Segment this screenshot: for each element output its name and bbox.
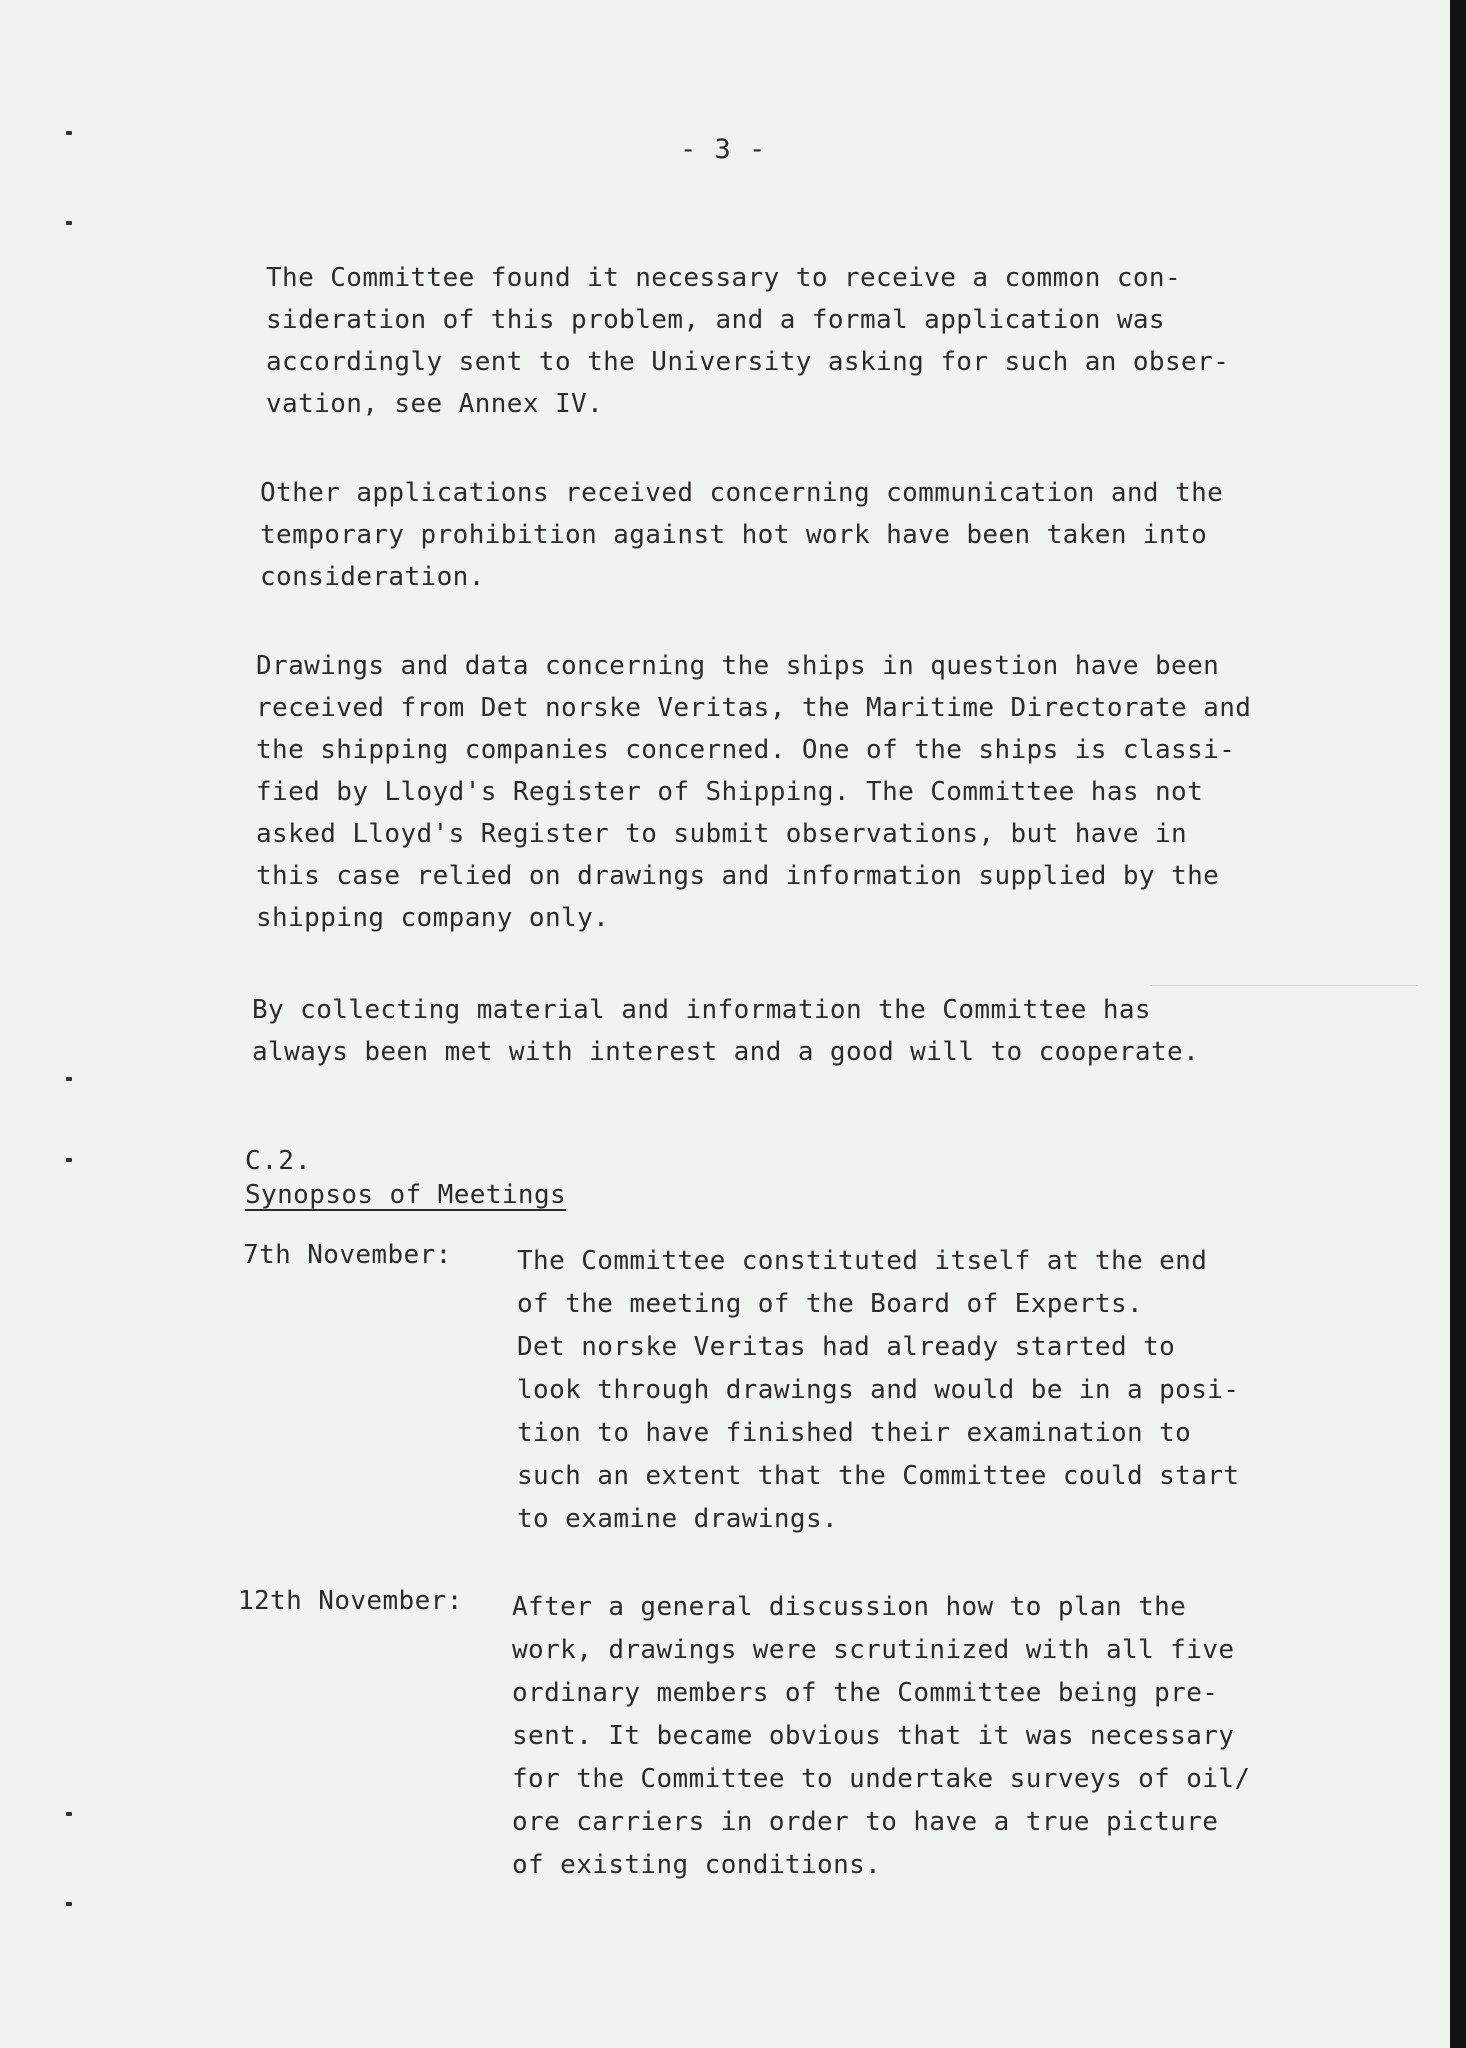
paragraph-university-application: [266, 257, 1229, 425]
meeting-line: After a general discussion how to plan the: [512, 1592, 1187, 1622]
meeting-entry-text: [512, 1586, 1250, 1887]
binding-mark: [66, 221, 72, 225]
paragraph-line: shipping company only.: [256, 903, 610, 933]
paragraph-line: the shipping companies concerned. One of the ships is classi-: [256, 735, 1236, 765]
paragraph-line: accordingly sent to the University asking for such an obser-: [266, 347, 1230, 377]
binding-mark: [66, 1812, 72, 1816]
paragraph-line: sideration of this problem, and a formal application was: [266, 305, 1165, 335]
meeting-date: 7th November:: [243, 1240, 452, 1270]
meeting-line: ordinary members of the Committee being pre-: [512, 1678, 1219, 1708]
meeting-line: tion to have finished their examination to: [517, 1418, 1192, 1448]
paragraph-drawings-and-data: [256, 645, 1251, 939]
meeting-line: sent. It became obvious that it was necessary: [512, 1721, 1235, 1751]
meeting-line: for the Committee to undertake surveys of oil/: [512, 1764, 1251, 1794]
faint-scan-line: [1150, 985, 1418, 986]
paragraph-line: this case relied on drawings and information supplied by the: [256, 861, 1220, 891]
section-title: Synopsos of Meetings: [245, 1180, 567, 1210]
page-number: - 3 -: [680, 134, 767, 165]
meeting-line: such an extent that the Committee could start: [517, 1461, 1240, 1491]
paragraph-line: received from Det norske Veritas, the Maritime Directorate and: [256, 693, 1252, 723]
meeting-line: look through drawings and would be in a posi-: [517, 1375, 1240, 1405]
paragraph-cooperation: [252, 989, 1199, 1073]
paragraph-line: Other applications received concerning communication and the: [260, 478, 1224, 508]
paragraph-line: Drawings and data concerning the ships in question have been: [256, 651, 1220, 681]
paragraph-line: consideration.: [260, 562, 485, 592]
meeting-line: of existing conditions.: [512, 1850, 882, 1880]
paragraph-line: always been met with interest and a good will to cooperate.: [252, 1037, 1200, 1067]
meeting-line: Det norske Veritas had already started to: [517, 1332, 1176, 1362]
binding-mark: [66, 1902, 72, 1906]
paragraph-line: asked Lloyd's Register to submit observations, but have in: [256, 819, 1188, 849]
binding-mark: [66, 131, 72, 135]
paragraph-line: The Committee found it necessary to receive a common con-: [266, 263, 1182, 293]
paragraph-line: fied by Lloyd's Register of Shipping. The Committee has not: [256, 777, 1204, 807]
paragraph-other-applications: [260, 472, 1223, 598]
binding-mark: [66, 1158, 72, 1162]
section-number: C.2.: [245, 1146, 312, 1176]
meeting-line: of the meeting of the Board of Experts.: [517, 1289, 1144, 1319]
meeting-line: to examine drawings.: [517, 1504, 839, 1534]
binding-mark: [66, 1077, 72, 1081]
meeting-line: The Committee constituted itself at the end: [517, 1246, 1208, 1276]
paragraph-line: By collecting material and information the Committee has: [252, 995, 1151, 1025]
meeting-entry-text: [517, 1240, 1239, 1541]
paragraph-line: temporary prohibition against hot work have been taken into: [260, 520, 1208, 550]
paragraph-line: vation, see Annex IV.: [266, 389, 604, 419]
meeting-line: work, drawings were scrutinized with all five: [512, 1635, 1235, 1665]
meeting-date: 12th November:: [238, 1586, 463, 1616]
meeting-line: ore carriers in order to have a true picture: [512, 1807, 1219, 1837]
